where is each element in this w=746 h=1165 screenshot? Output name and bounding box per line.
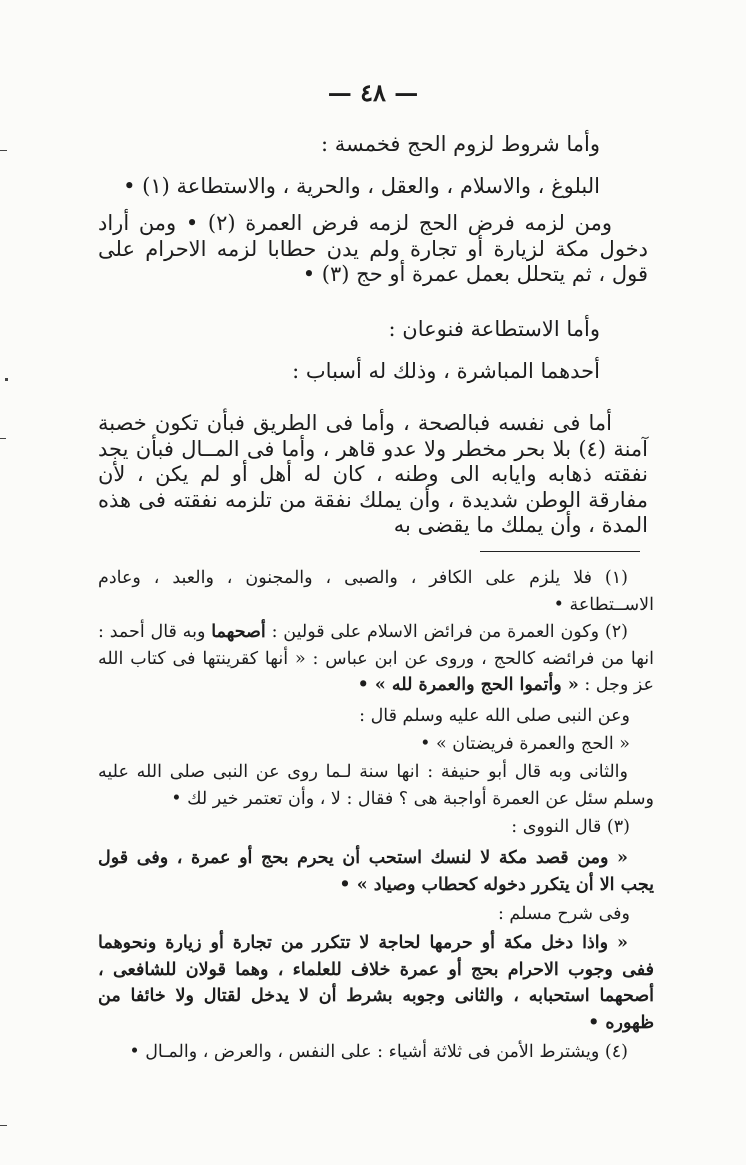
footnote-2-hadith: « الحج والعمرة فريضتان » •: [420, 734, 630, 754]
body-line-istitaah: وأما الاستطاعة فنوعان :: [388, 317, 600, 341]
footnote-2-text: وبه قال أحمد : انها من فرائضه كالحج ، وروى عن ابن عباس : « أنها كقرينتها فى كتاب الله عز وجل :: [98, 622, 654, 696]
footnote-2-bold: أصحهما: [211, 622, 266, 642]
footnote-2-hadith-intro: وعن النبى صلى الله عليه وسلم قال :: [359, 706, 630, 726]
footnote-1: (١) فلا يلزم على الكافر ، والصبى ، والمجنون ، والعبد ، وعادم الاســتطاعة •: [98, 568, 654, 615]
body-line-conditions: وأما شروط لزوم الحج فخمسة :: [320, 132, 600, 156]
scan-mark: [0, 1125, 7, 1126]
footnote-4: (٤) ويشترط الأمن فى ثلاثة أشياء : على النفس ، والعرض ، والمـال •: [129, 1042, 628, 1062]
footnote-3-quote: « ومن قصد مكة لا لنسك استحب أن يحرم بحج أو عمرة ، وفى قول يجب الا أن يتكرر دخوله كحطاب وصياد » •: [98, 848, 654, 895]
scan-mark: [0, 438, 6, 439]
body-paragraph-conditions-detail: أما فى نفسه فبالصحة ، وأما فى الطريق فبأن تكون خصبة آمنة (٤) بلا بحر مخطر ولا عدو قاهر ، وأما فى المــال فبأن يجد نفقته ذهابه وايابه الى وطنه ، كان له أهل أو لم يكن ، لأن مفارقة الوطن شديدة ، وأن يملك نفقة من تلزمه نفقته فى هذه المدة ، وأن يملك ما يقضى به: [98, 411, 648, 538]
footnote-2-second-opinion: والثانى وبه قال أبو حنيفة : انها سنة لـما روى عن النبى صلى الله عليه وسلم سئل عن العمرة أواجبة هى ؟ فقال : لا ، وأن تعتمر خير لك •: [98, 762, 654, 809]
body-line-five-conditions: البلوغ ، والاسلام ، والعقل ، والحرية ، والاستطاعة (١) •: [123, 174, 600, 198]
footnote-2: [98, 619, 654, 699]
footnote-2-quran: « وأتموا الحج والعمرة لله » •: [357, 675, 579, 696]
page-number: — ٤٨ —: [327, 78, 419, 107]
footnote-3-muslim: وفى شرح مسلم :: [497, 904, 630, 924]
footnote-3-intro: (٣) قال النووى :: [511, 817, 630, 837]
body-paragraph-umrah: ومن لزمه فرض الحج لزمه فرض العمرة (٢) • ومن أراد دخول مكة لزيارة أو تجارة ولم يدن حطابا لزمه الاحرام على قول ، ثم يتحلل بعمل عمرة أو حج (٣) •: [98, 211, 648, 287]
footnote-3-quote-2: « واذا دخل مكة أو حرمها لحاجة لا تتكرر من تجارة أو زيارة ونحوهما ففى وجوب الاحرام بحج أو عمرة خلاف للعلماء ، وهما قولان للشافعى ، أصحهما استحبابه ، والثانى وجوبه بشرط أن لا يدخل لقتال ولا خائفا من ظهوره •: [98, 933, 654, 1033]
footnote-separator: [480, 551, 640, 552]
scan-mark: [0, 150, 7, 151]
footnote-2-intro: (٢) وكون العمرة من فرائض الاسلام على قولين :: [271, 622, 628, 642]
scan-mark: [5, 378, 8, 381]
body-line-mubashara: أحدهما المباشرة ، وذلك له أسباب :: [292, 359, 600, 383]
